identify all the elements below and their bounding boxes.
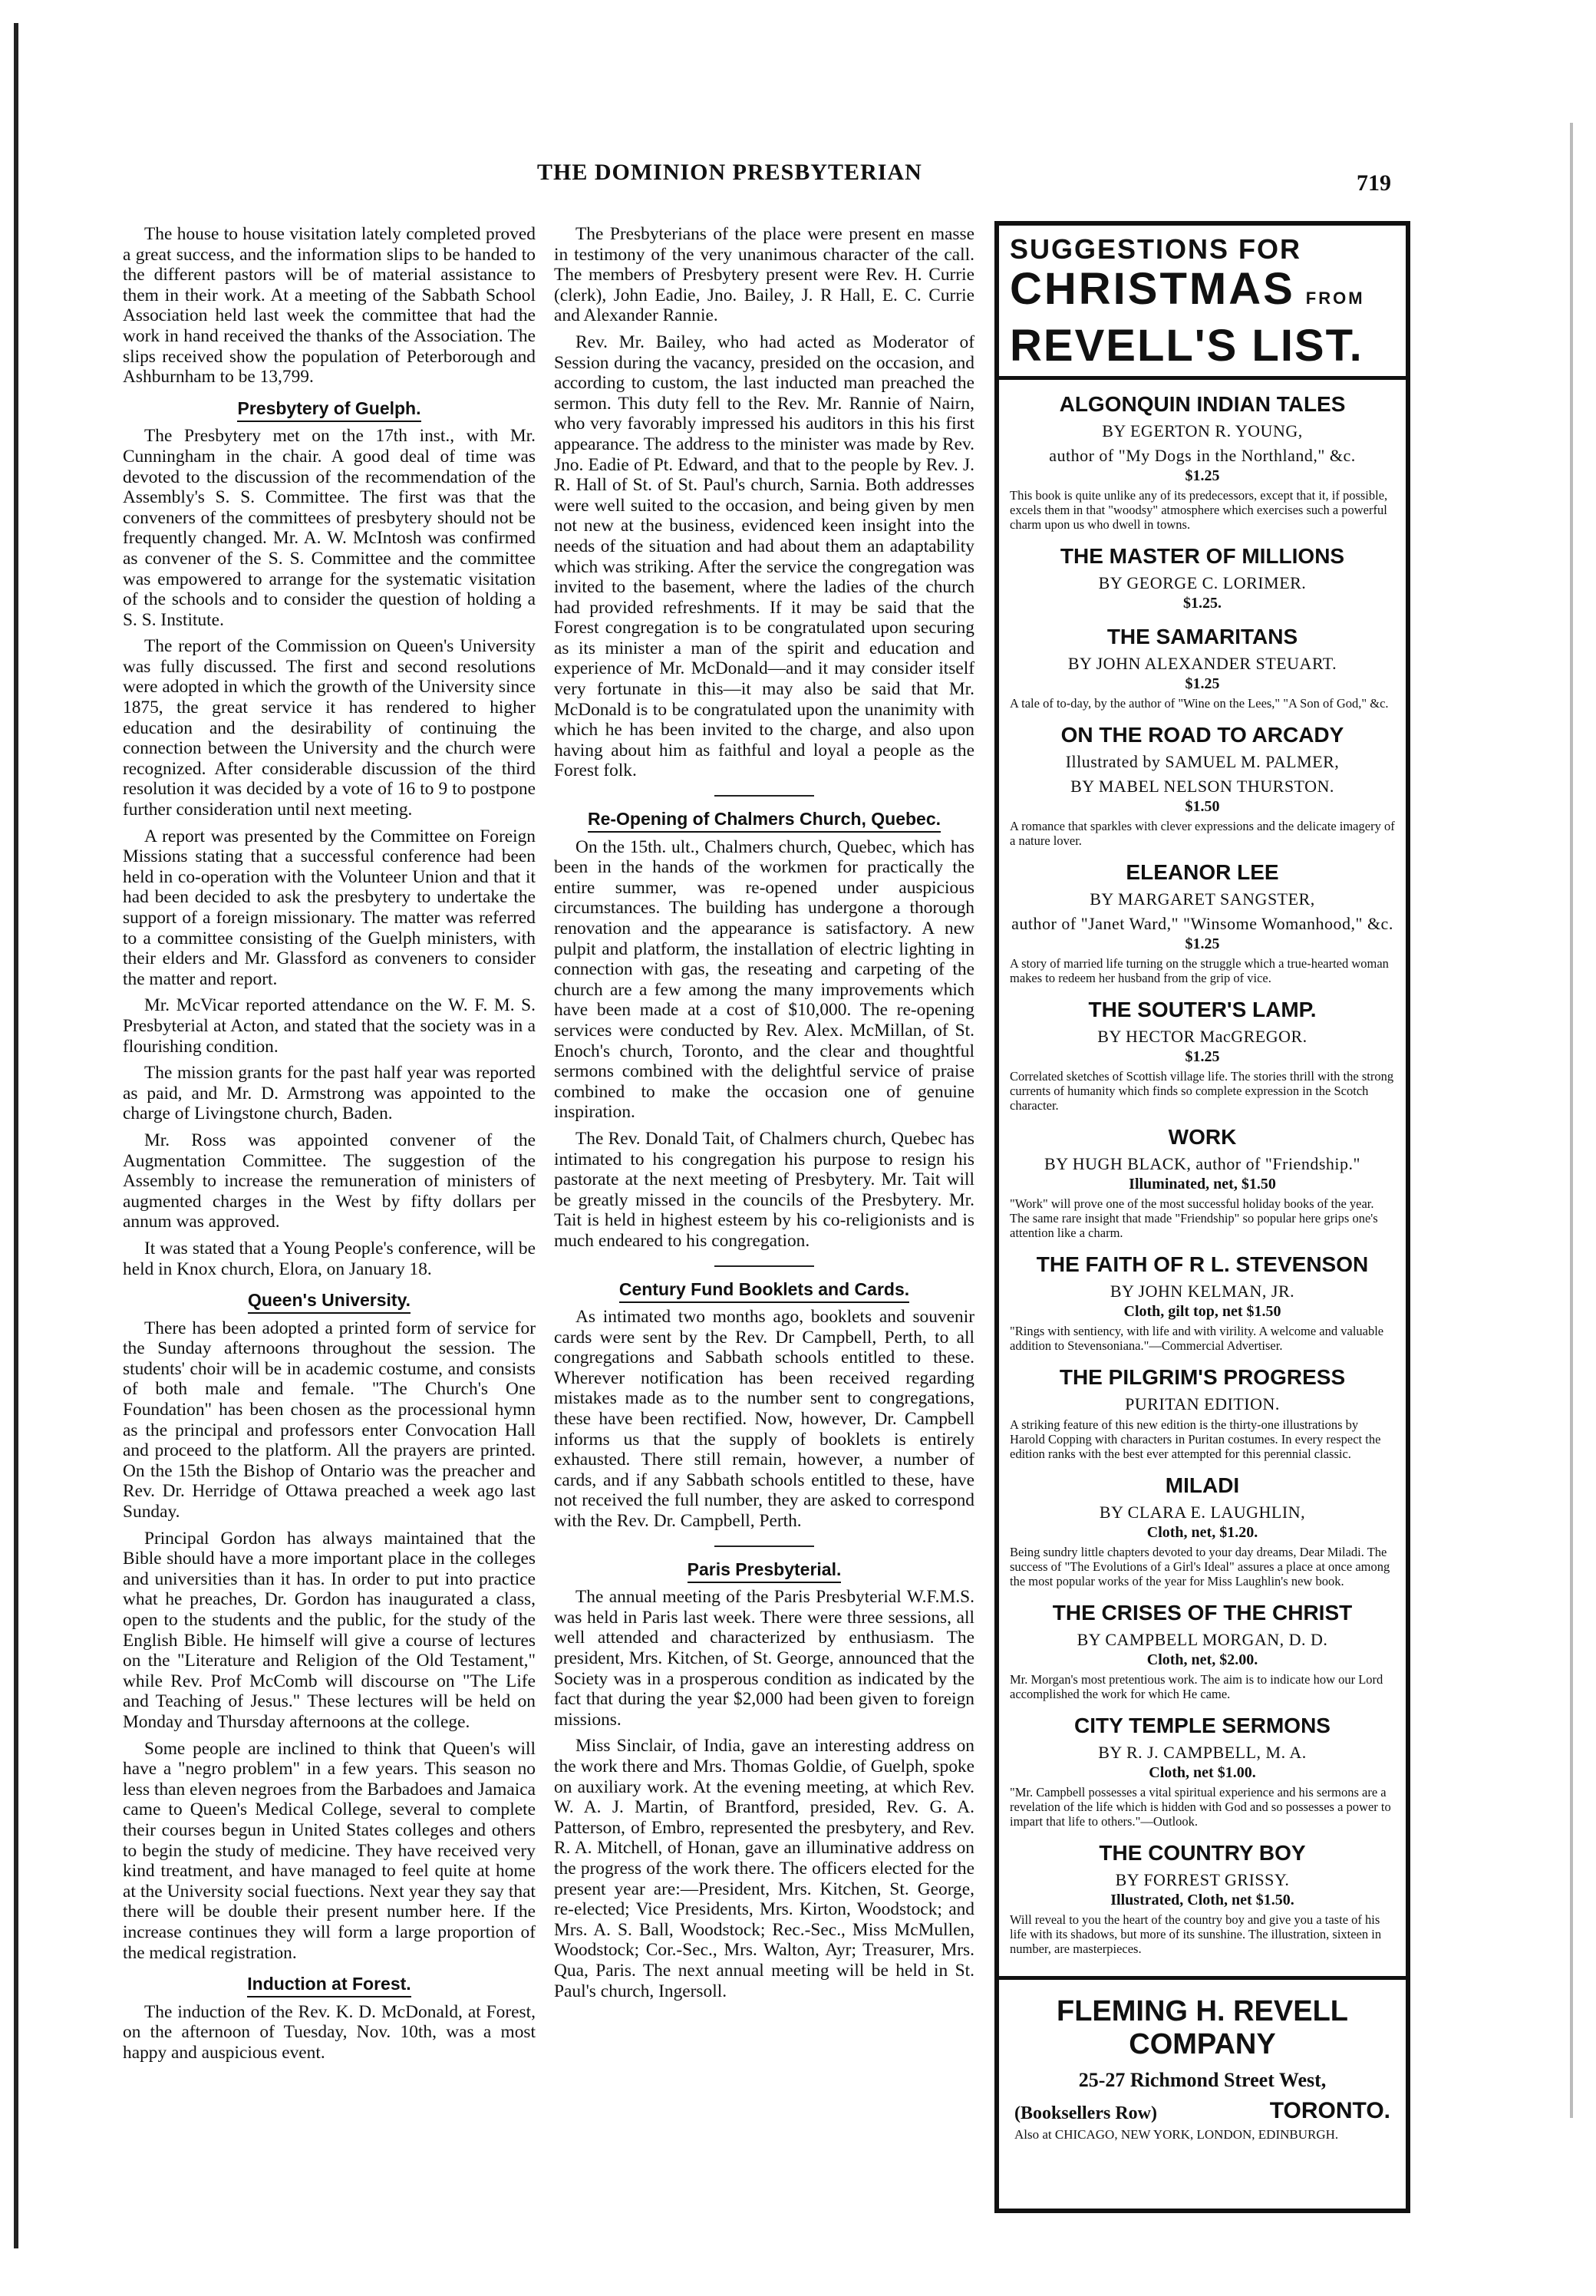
book-price: Cloth, net, $1.20.: [1146, 1524, 1258, 1541]
book-author: BY HUGH BLACK, author of "Friendship.": [1044, 1154, 1360, 1173]
book-entry: [1010, 723, 1395, 848]
heading-chalmers-church: Re-Opening of Chalmers Church, Quebec.: [554, 809, 974, 830]
book-entry: [1010, 860, 1395, 985]
book-entry: [1010, 1125, 1395, 1240]
section-divider: [714, 1265, 814, 1267]
paragraph-guelph-3: A report was presented by the Committee on Foreign Missions stating that a successful conference had been held in co-operation with the Volunteer Union and that it had been decided to ask the presbytery to undertake the support of a foreign missionary. The matter was referred to a committee consisting of the Guelph ministers, with their elders and Mr. Glassford as conveners to consider the matter and report.: [123, 826, 536, 989]
publisher-name: FLEMING H. REVELL COMPANY: [1057, 1995, 1348, 2060]
heading-queens-university: Queen's University.: [123, 1290, 536, 1311]
book-title: THE SOUTER'S LAMP.: [1088, 998, 1317, 1021]
paragraph-forest-3: Rev. Mr. Bailey, who had acted as Moderator of Session during the vacancy, presided on the occasion, and according to custom, the last inducted man preached the sermon. This duty fell to the Rev. Mr. Rannie of Nairn, who very favorably impressed his auditors in this his first appearance. The address to the minister was made by Rev. Jno. Eadie of Pt. Edward, and that to the people by Rev. J. R. Hall of St. of St. Paul's church, Sarnia. Both addresses were well suited to the occasion, and being given by men not new at the business, evidenced keen insight into the needs of the situation and had about them an adaptability which was striking. After the service the congregation was invited to the basement, where the ladies of the church had provided refreshments. If it may be said that the Forest congregation is to be congratulated upon securing as its minister a man of the spirit and education and experience of Mr. McDonald—and it may consider itself very fortunate in this—it may also be said that Mr. McDonald is to be congratulated upon the unanimity with which he has been invited to the charge, and also upon having about him as faithful and loyal a people as the Forest folk.: [554, 332, 974, 781]
paragraph-chalmers-2: The Rev. Donald Tait, of Chalmers church, Quebec has intimated to his congregation his purpose to resign his pastorate at the next meeting of Presbytery. Mr. Tait will be greatly missed in the councils of the Presbytery. Mr. Tait is held in highest esteem by his co-religionists and is much endeared to his congregation.: [554, 1128, 974, 1251]
book-title: THE MASTER OF MILLIONS: [1060, 544, 1345, 568]
book-title: WORK: [1168, 1125, 1237, 1149]
book-entry: [1010, 1473, 1395, 1588]
section-divider: [714, 795, 814, 797]
book-title: THE FAITH OF R L. STEVENSON: [1036, 1252, 1369, 1276]
column-middle: [554, 224, 974, 2007]
paragraph-queens-1: There has been adopted a printed form of service for the Sunday afternoons throughout the session. The students' choir will be in academic costume, and consists of both male and female. "The Church's One Foundation" has been chosen as the processional hymn as the principal and professors enter Convocation Hall and proceed to the platform. All the prayers are printed. On the 15th the Bishop of Ontario was the preacher and Rev. Dr. Herridge of Ottawa preached a week ago last Sunday.: [123, 1318, 536, 1522]
book-price: $1.50: [1185, 798, 1220, 815]
revell-advertisement: [994, 221, 1410, 2213]
book-description: Will reveal to you the heart of the country boy and give you a taste of his life with its shadows, but more of its sunshine. The illustration, sixteen in number, are masterpieces.: [1010, 1912, 1382, 1956]
book-price: Cloth, net, $2.00.: [1146, 1651, 1258, 1668]
heading-century-fund: Century Fund Booklets and Cards.: [554, 1279, 974, 1300]
book-description: This book is quite unlike any of its predecessors, except that it, if possible, excels them in that "woodsy" atmosphere which exercises such a powerful charm upon us who dwell in towns.: [1010, 488, 1388, 532]
book-title: ELEANOR LEE: [1126, 860, 1279, 884]
book-title: THE SAMARITANS: [1106, 625, 1298, 648]
book-entry: [1010, 1714, 1395, 1829]
paragraph-queens-3: Some people are inclined to think that Queen's will have a "negro problem" in a few years. This season no less than eleven negroes from the Barbadoes and Jamaica came to Queen's Medical College, several to complete their courses begun in United States colleges and others to begin the study of medicine. They have received very kind treatment, and have managed to feel quite at home at the University social fuections. Next year they say that there will be double their present number here. If the increase continues they will form a large proportion of the medical registration.: [123, 1738, 536, 1963]
book-title: THE COUNTRY BOY: [1099, 1841, 1306, 1865]
book-price: $1.25: [1185, 467, 1220, 484]
publisher-address: 25-27 Richmond Street West,: [1078, 2069, 1327, 2091]
book-price: $1.25: [1185, 935, 1220, 952]
book-author: BY JOHN ALEXANDER STEUART.: [1067, 654, 1337, 673]
book-extra: author of "My Dogs in the Northland," &c.: [1049, 446, 1356, 465]
paragraph-queens-2: Principal Gordon has always maintained that the Bible should have a more important place in the colleges and universities than it has. In order to put into practice what he preaches, Dr. Gordon has inaugurated a class, open to the students and the public, for the study of the English Bible. He himself will give a course of lectures on the "Literature and Religion of the Old Testament," while Rev. Prof McComb will discourse on "The Life and Teaching of Jesus." These lectures will be held on Monday and Thursday afternoons at the college.: [123, 1528, 536, 1732]
book-description: "Mr. Campbell possesses a vital spiritual experience and his sermons are a revelation of the life which is hidden with God and so possesses a power to impart that life to others."—Outlook.: [1010, 1785, 1391, 1829]
book-description: A story of married life turning on the struggle which a true-hearted woman makes to redeem her husband from the grip of vice.: [1010, 956, 1389, 985]
book-description: A tale of to-day, by the author of "Wine on the Lees," "A Son of God," &c.: [1010, 696, 1389, 711]
book-price: Cloth, net $1.00.: [1149, 1764, 1256, 1781]
book-description: A romance that sparkles with clever expressions and the delicate imagery of a nature lover.: [1010, 819, 1395, 848]
book-price: $1.25: [1185, 675, 1220, 692]
ad-headline-christmas: CHRISTMAS FROM: [1010, 264, 1365, 314]
book-entry: [1010, 1841, 1395, 1956]
paragraph-forest-2: The Presbyterians of the place were present en masse in testimony of the very unanimous character of the call. The members of Presbytery present were Rev. H. Currie (clerk), John Eadie, Jno. Bailey, J. R Hall, E. C. Currie and Alexander Rannie.: [554, 224, 974, 326]
column-left: [123, 224, 536, 2069]
paragraph-guelph-5: The mission grants for the past half year was reported as paid, and Mr. D. Armstrong was appointed to the charge of Livingstone church, Baden.: [123, 1063, 536, 1124]
book-price: Illuminated, net, $1.50: [1129, 1176, 1276, 1193]
book-author: BY MARGARET SANGSTER,: [1090, 889, 1315, 909]
book-author: BY GEORGE C. LORIMER.: [1098, 573, 1307, 592]
book-author: BY R. J. CAMPBELL, M. A.: [1098, 1743, 1307, 1762]
heading-presbytery-guelph: Presbytery of Guelph.: [123, 398, 536, 419]
book-price: $1.25.: [1183, 595, 1222, 612]
paragraph-chalmers-1: On the 15th. ult., Chalmers church, Quebec, which has been in the hands of the workmen for practically the entire summer, was re-opened under auspicious circumstances. The building has undergone a thorough renovation and the appearance is satisfactory. A new pulpit and platform, the installation of electric lighting in connection with gas, the reseating and carpeting of the church are a few among the many improvements which have been made at a cost of $10,000. The re-opening services were conducted by Rev. Alex. McMillan, of St. Enoch's church, Toronto, and the clear and thoughtful sermons combined with the delightful service of praise combined to make the occasion one of genuine inspiration.: [554, 836, 974, 1123]
book-extra: BY MABEL NELSON THURSTON.: [1070, 777, 1334, 796]
paragraph-visitation: The house to house visitation lately completed proved a great success, and the information slips to be handed to the different pastors will be of material assistance to them in their work. At a meeting of the Sabbath School Association held last week the committee that had the work in hand received the thanks of the Association. The slips received show the population of Peterborough and Ashburnham to be 13,799.: [123, 224, 536, 388]
book-description: "Rings with sentiency, with life and with virility. A welcome and valuable addition to Stevensoniana."—Commercial Advertiser.: [1010, 1324, 1384, 1353]
book-entry: [1010, 1252, 1395, 1353]
publisher-branches: Also at CHICAGO, NEW YORK, LONDON, EDINBURGH.: [1014, 2127, 1339, 2142]
book-title: ON THE ROAD TO ARCADY: [1060, 723, 1344, 747]
book-author: PURITAN EDITION.: [1125, 1394, 1280, 1414]
publisher-city: TORONTO.: [1269, 2098, 1390, 2123]
section-divider: [714, 1546, 814, 1547]
paragraph-guelph-1: The Presbytery met on the 17th inst., with Mr. Cunningham in the chair. A good deal of time was devoted to the discussion of the recommendation of the Assembly's S. S. Committee. The first was that the conveners of the committees of presbytery should not be frequently changed. Mr. A. W. McIntosh was confirmed as convener of the S. S. Committee and the committee was empowered to arrange for the systematic visitation of the schools and to consider the question of holding a S. S. Institute.: [123, 426, 536, 630]
page-gutter-shadow: [14, 23, 18, 2248]
paragraph-guelph-4: Mr. McVicar reported attendance on the W. F. M. S. Presbyterial at Acton, and stated that the society was in a flourishing condition.: [123, 995, 536, 1057]
book-entry: [1010, 625, 1395, 711]
book-entry: [1010, 1365, 1395, 1461]
book-description: Mr. Morgan's most pretentious work. The aim is to indicate how our Lord accomplished the work for which He came.: [1010, 1672, 1383, 1701]
paragraph-paris-1: The annual meeting of the Paris Presbyterial W.F.M.S. was held in Paris last week. There were three sessions, all well attended and characterized by enthusiasm. The president, Mrs. Kitchen, of St. George, announced that the Society was in a prosperous condition as indicated by the fact that during the year $2,000 had been given to foreign missions.: [554, 1587, 974, 1730]
book-entry: [1010, 998, 1395, 1113]
book-title: THE PILGRIM'S PROGRESS: [1059, 1365, 1346, 1389]
book-price: Illustrated, Cloth, net $1.50.: [1110, 1892, 1294, 1908]
book-description: "Work" will prove one of the most successful holiday books of the year. The same rare insight that made "Friendship" so popular here grips one's attention like a charm.: [1010, 1196, 1378, 1240]
book-price: Cloth, gilt top, net $1.50: [1123, 1303, 1281, 1320]
advertisement-header: [999, 226, 1406, 380]
book-title: THE CRISES OF THE CHRIST: [1052, 1601, 1353, 1625]
book-list: [999, 392, 1406, 1956]
book-entry: [1010, 544, 1395, 612]
book-price: $1.25: [1185, 1048, 1220, 1065]
book-description: Being sundry little chapters devoted to your day dreams, Dear Miladi. The success of "The Evolutions of a Girl's Ideal" assures a place at once among the most popular works of the year for Miss Laughlin's new book.: [1010, 1545, 1390, 1588]
book-author: BY EGERTON R. YOUNG,: [1102, 421, 1303, 440]
book-title: CITY TEMPLE SERMONS: [1074, 1714, 1331, 1737]
page-header-title: THE DOMINION PRESBYTERIAN: [537, 160, 922, 185]
book-author: BY CAMPBELL MORGAN, D. D.: [1077, 1630, 1328, 1649]
book-description: A striking feature of this new edition is the thirty-one illustrations by Harold Copping with characters in Puritan costumes. In every respect the edition ranks with the best ever attempted for this perennial classic.: [1010, 1417, 1381, 1461]
book-extra: author of "Janet Ward," "Winsome Womanhood," &c.: [1011, 914, 1393, 933]
heading-induction-forest: Induction at Forest.: [123, 1974, 536, 1994]
paragraph-guelph-7: It was stated that a Young People's conference, will be held in Knox church, Elora, on January 18.: [123, 1238, 536, 1279]
ad-headline-suggestions: SUGGESTIONS FOR: [1010, 233, 1302, 265]
publisher-block: [999, 1976, 1406, 2143]
page-right-edge: [1570, 123, 1573, 2118]
book-author: BY CLARA E. LAUGHLIN,: [1099, 1503, 1306, 1522]
publisher-row: [1014, 2098, 1390, 2124]
book-author: BY JOHN KELMAN, JR.: [1110, 1282, 1295, 1301]
page-number: 719: [1357, 170, 1391, 196]
book-author: BY FORREST GRISSY.: [1115, 1870, 1290, 1889]
book-description: Correlated sketches of Scottish village life. The stories thrill with the strong currents of humanity which finds so complete expression in the Scotch character.: [1010, 1069, 1394, 1113]
book-entry: [1010, 392, 1395, 532]
ad-headline-revells-list: REVELL'S LIST.: [1010, 321, 1364, 371]
book-entry: [1010, 1601, 1395, 1701]
paragraph-paris-2: Miss Sinclair, of India, gave an interesting address on the work there and Mrs. Thomas Goldie, of Guelph, spoke on auxiliary work. At the evening meeting, at which Rev. W. A. J. Martin, of Brantford, presided, Rev. G. A. Patterson, of Embro, represented the presbytery, and Rev. R. A. Mitchell, of Honan, gave an illuminative address on the progress of the work there. The officers elected for the present year are:—President, Mrs. Kitchen, St. George, re-elected; Vice Presidents, Mrs. Kirton, Woodstock; and Mrs. A. S. Ball, Woodstock; Rec.-Sec., Miss McMullen, Woodstock; Cor.-Sec., Mrs. Walton, Ayr; Treasurer, Mrs. Qua, Paris. The next annual meeting will be held in St. Paul's church, Ingersoll.: [554, 1736, 974, 2001]
book-title: MILADI: [1165, 1473, 1240, 1497]
paragraph-guelph-2: The report of the Commission on Queen's University was fully discussed. The first and second resolutions were adopted in which the growth of the University since 1875, the great service it has rendered to higher education and the desirability of continuing the connection between the University and the church were recognized. After considerable discussion of the third resolution it was decided by a vote of 16 to 9 to postpone further consideration until next meeting.: [123, 636, 536, 820]
heading-paris-presbyterial: Paris Presbyterial.: [554, 1559, 974, 1580]
paragraph-forest-1: The induction of the Rev. K. D. McDonald, at Forest, on the afternoon of Tuesday, Nov. 10th, was a most happy and auspicious event.: [123, 2001, 536, 2063]
publisher-subaddress: (Booksellers Row): [1014, 2103, 1157, 2123]
book-title: ALGONQUIN INDIAN TALES: [1059, 392, 1346, 416]
paragraph-century-fund: As intimated two months ago, booklets and souvenir cards were sent by the Rev. Dr Campbell, Perth, to all congregations and Sabbath schools entitled to these. Wherever notification has been received regarding mistakes made as to the number sent to congregations, these have been rectified. Now, however, Dr. Campbell informs us that the supply of booklets is entirely exhausted. There still remain, however, a number of cards, and if any Sabbath schools entitled to these, have not received the full number, they are asked to correspond with the Rev. Dr. Campbell, Perth.: [554, 1307, 974, 1532]
paragraph-guelph-6: Mr. Ross was appointed convener of the Augmentation Committee. The suggestion of the Assembly to increase the remuneration of ministers of augmented charges in the West by fifty dollars per annum was approved.: [123, 1130, 536, 1232]
book-author: Illustrated by SAMUEL M. PALMER,: [1065, 752, 1340, 771]
book-author: BY HECTOR MacGREGOR.: [1097, 1027, 1307, 1046]
